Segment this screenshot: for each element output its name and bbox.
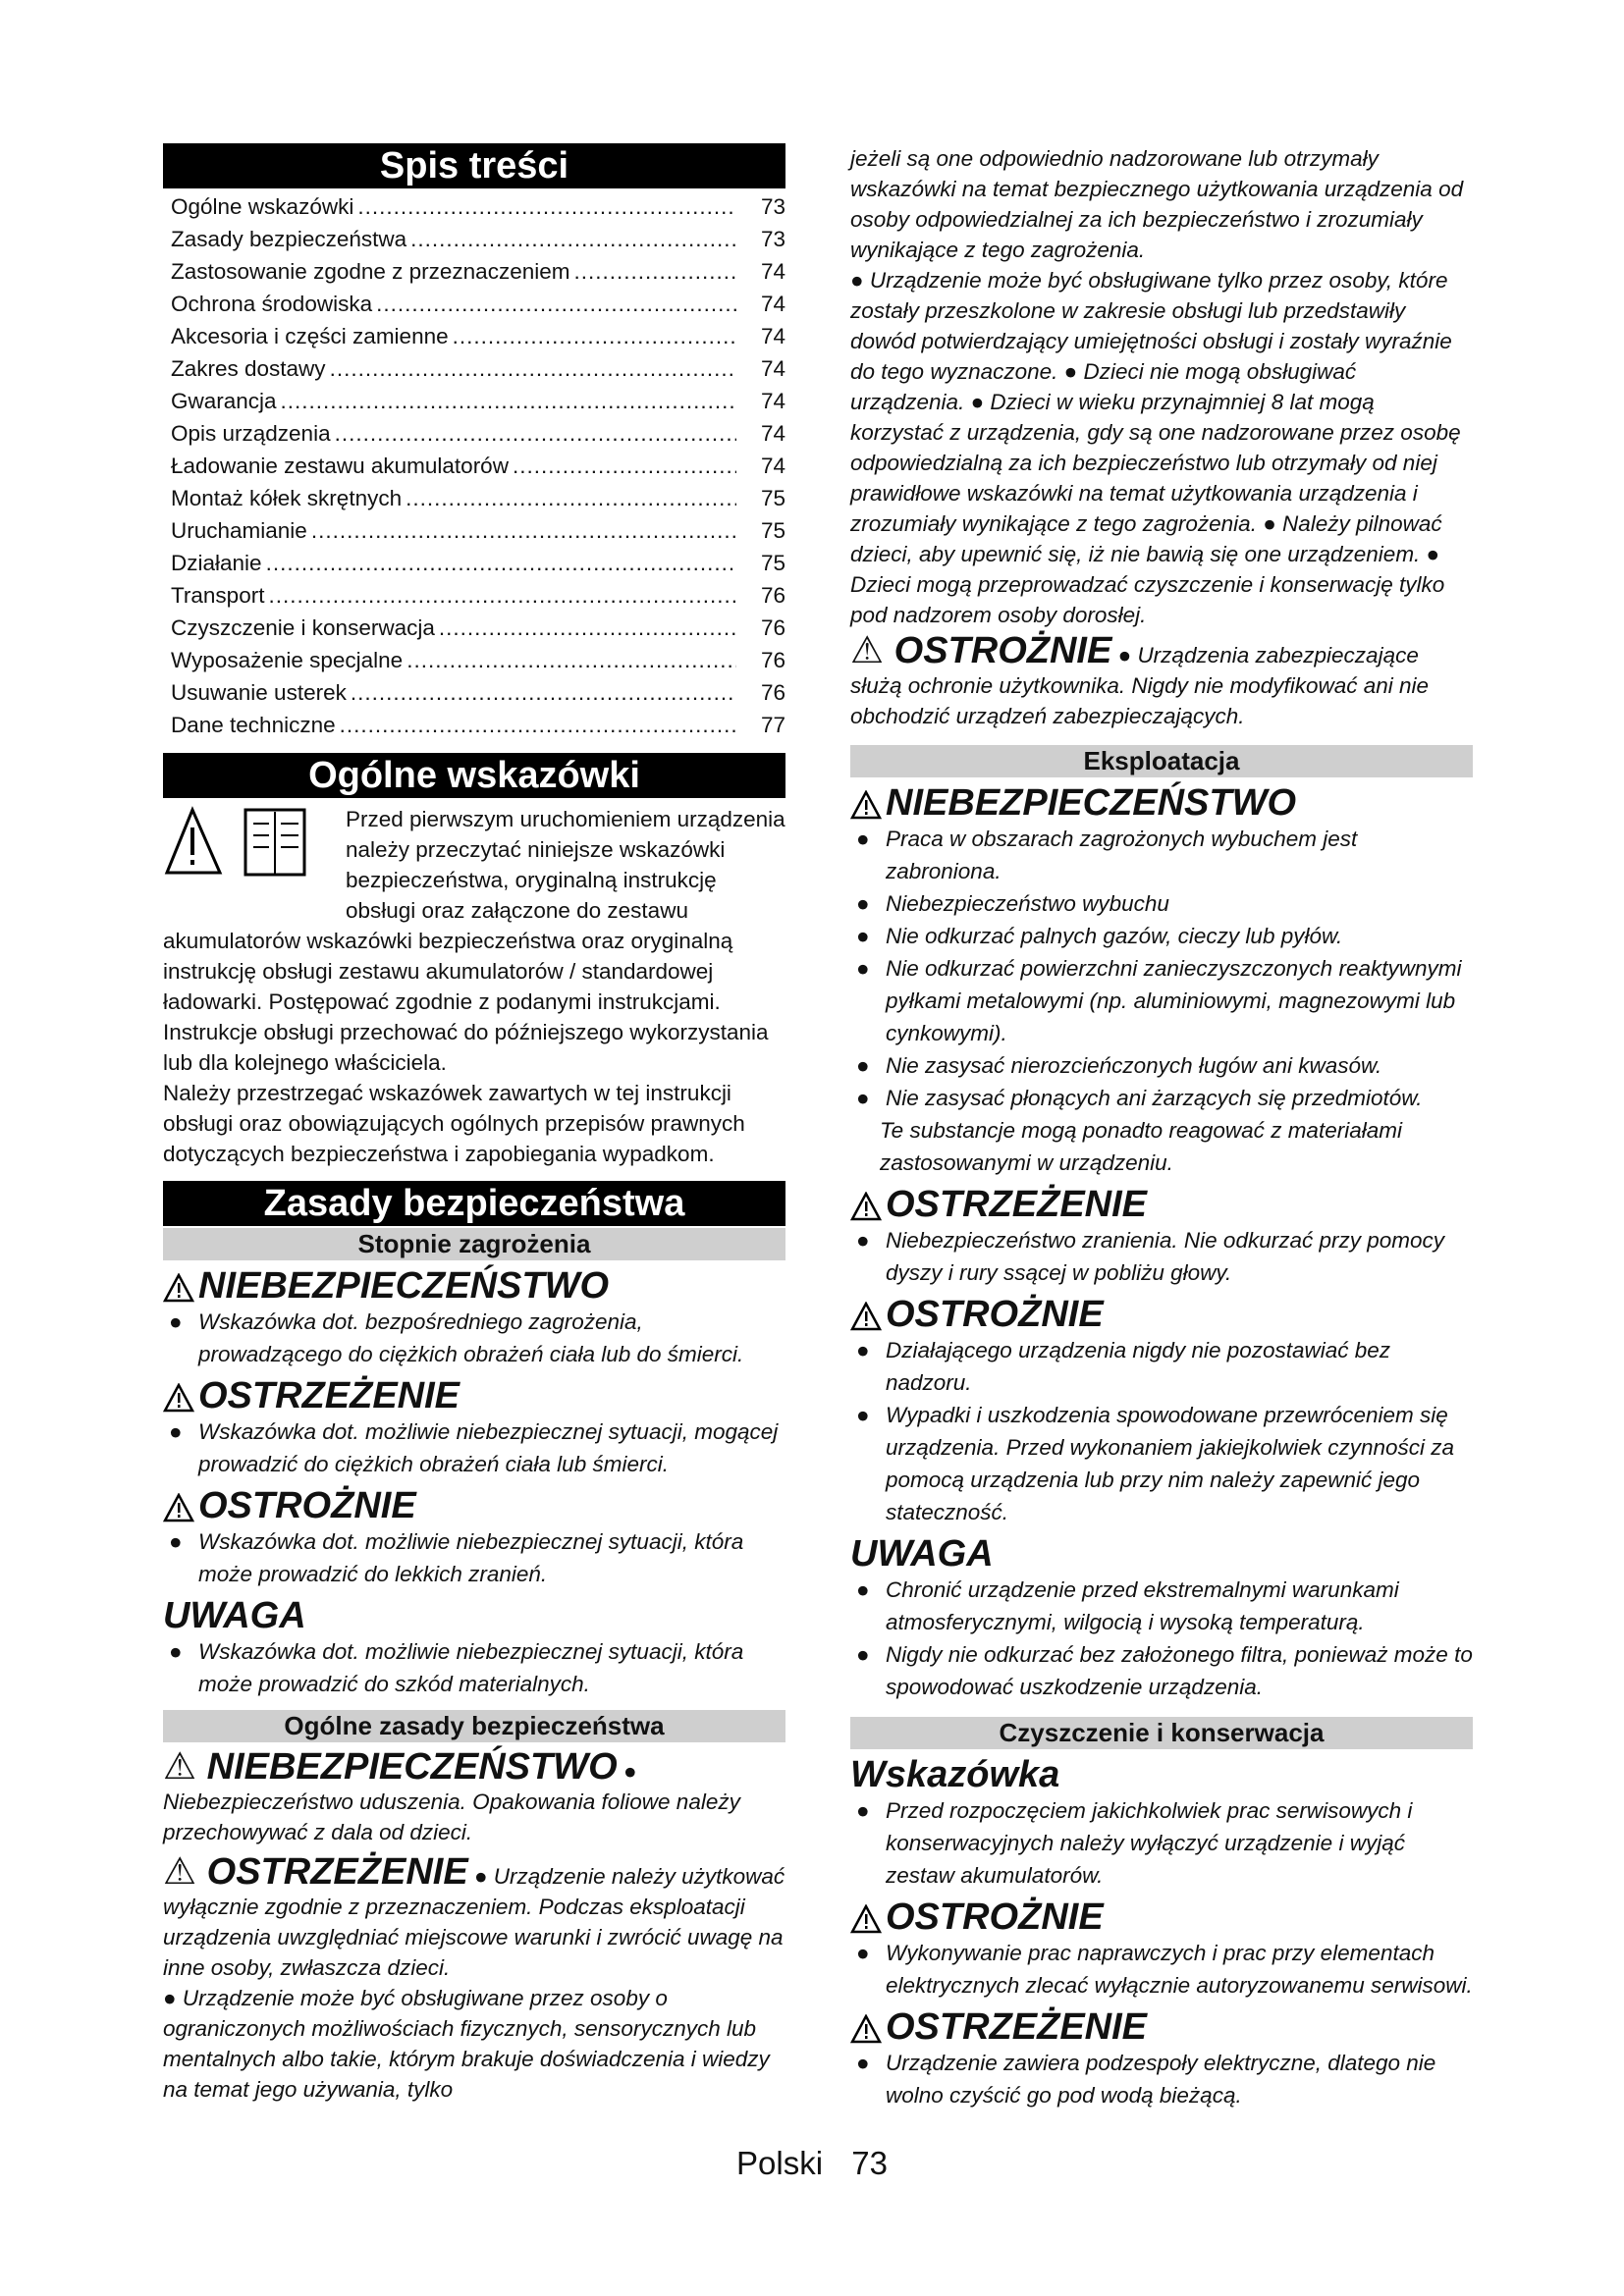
toc-entry-page: 75 (760, 518, 785, 543)
toc-entry-page: 76 (760, 648, 785, 672)
toc-entry-title: Wyposażenie specjalne (171, 648, 404, 672)
operation-warning-signal (850, 1185, 1473, 1224)
toc-leader-dots (410, 223, 736, 255)
bullet-text: Wskazówka dot. możliwie niebezpiecznej sytuacji, mogącej prowadzić do ciężkich obrażeń ciała lub śmierci. (198, 1419, 779, 1476)
toc-row (163, 223, 785, 255)
toc-leader-dots (573, 255, 736, 288)
maintenance-caution-signal (850, 1897, 1473, 1937)
hazard-level-description (163, 1525, 785, 1590)
toc-entry-page: 76 (760, 680, 785, 705)
warning-signal: ⚠ OSTRZEŻENIE (163, 1851, 468, 1893)
bullet-dot: ● (169, 1309, 183, 1334)
danger-signal: ⚠ NIEBEZPIECZEŃSTWO (163, 1746, 618, 1788)
signal-word: OSTRZEŻENIE (198, 1375, 460, 1416)
warning-triangle-icon (850, 788, 884, 818)
toc-entry-page: 74 (760, 324, 785, 348)
bullet-dot: ● (856, 1338, 870, 1362)
operation-heading: Eksploatacja (850, 745, 1473, 777)
warning-triangle-icon (850, 1190, 884, 1219)
hazard-level-description (163, 1306, 785, 1370)
signal-word: OSTROŻNIE (886, 1294, 1104, 1335)
bullet-text: Wskazówka dot. bezpośredniego zagrożenia, prowadzącego do ciężkich obrażeń ciała lub do śmierci. (198, 1309, 744, 1366)
toc-row (163, 482, 785, 514)
bullet-text: Wypadki i uszkodzenia spowodowane przewróceniem się urządzenia. Przed wykonaniem jakiejkolwiek czynności za pomocą urządzenia lub przy nim należy zapewnić jego stateczność. (886, 1403, 1455, 1524)
toc-entry-title: Ładowanie zestawu akumulatorów (171, 454, 509, 478)
warning-triangle-icon (163, 1491, 196, 1521)
toc-entry-title: Akcesoria i części zamienne (171, 324, 449, 348)
toc-entry-title: Zastosowanie zgodne z przeznaczeniem (171, 259, 570, 284)
bullet-text: Praca w obszarach zagrożonych wybuchem jest zabroniona. (886, 827, 1358, 883)
toc-row (163, 320, 785, 352)
toc-entry-page: 74 (760, 389, 785, 413)
toc-leader-dots (266, 547, 736, 579)
toc-row (163, 450, 785, 482)
toc-row (163, 417, 785, 450)
warning-triangle-icon (163, 1271, 196, 1301)
toc-row (163, 579, 785, 612)
toc-entry-page: 74 (760, 292, 785, 316)
signal-word: UWAGA (163, 1595, 306, 1636)
operation-danger-item (850, 1049, 1473, 1082)
maintenance-heading: Czyszczenie i konserwacja (850, 1717, 1473, 1749)
general-warning-paragraph-2: ● Urządzenie może być obsługiwane przez osoby o ograniczonych możliwościach fizycznych, sensorycznych lub mentalnych albo takie, którym brakuje doświadczenia i wiedzy na temat jego używania, tylko (163, 1986, 770, 2102)
bullet-dot: ● (856, 956, 870, 981)
warning-triangle-icon (850, 1902, 884, 1932)
warning-triangle-book-icon (163, 804, 346, 902)
signal-word: OSTROŻNIE (886, 1896, 1104, 1938)
general-intro-text: Przed pierwszym uruchomieniem urządzenia należy przeczytać niniejsze wskazówki bezpieczeństwa, oryginalną instrukcję obsługi oraz załączone do zestawu akumulatorów wskazówki bezpieczeństwa oraz oryginalną instrukcję obsługi zestawu akumulatorów / standardowej ładowarki. Postępować zgodnie z podanymi instrukcjami. Instrukcje obsługi przechować do późniejszego wykorzystania lub dla kolejnego właściciela. (163, 807, 785, 1075)
toc-entry-title: Gwarancja (171, 389, 277, 413)
general-warning-paragraph: ⚠ OSTRZEŻENIE ● Urządzenie należy użytkować wyłącznie zgodnie z przeznaczeniem. Podczas eksploatacji urządzenia uwzględniać miejscowe warunki i zwrócić uwagę na inne osoby, zwłaszcza dzieci. (163, 1851, 785, 1980)
toc-row (163, 709, 785, 741)
bullet-text: Chronić urządzenie przed ekstremalnymi warunkami atmosferycznymi, wilgocią i wysoką temperaturą. (886, 1577, 1399, 1634)
hazard-level-signal (163, 1376, 785, 1415)
toc-leader-dots (340, 709, 736, 741)
bullet-dot: ● (856, 2051, 870, 2075)
toc-leader-dots (281, 385, 736, 417)
bullet-text: Wskazówka dot. możliwie niebezpiecznej sytuacji, która może prowadzić do szkód materialnych. (198, 1639, 744, 1696)
bullet-text: Nie odkurzać palnych gazów, cieczy lub pyłów. (886, 924, 1343, 948)
toc-row (163, 644, 785, 676)
bullet-dot: ● (856, 1798, 870, 1823)
operation-danger-item (850, 920, 1473, 952)
toc-entry-title: Transport (171, 583, 265, 608)
operation-caution-item (850, 1399, 1473, 1528)
bullet-dot: ● (856, 1086, 870, 1110)
toc-leader-dots (311, 514, 736, 547)
signal-word: OSTRZEŻENIE (886, 2006, 1148, 2048)
bullet-text: Wskazówka dot. możliwie niebezpiecznej sytuacji, która może prowadzić do lekkich zranień. (198, 1529, 744, 1586)
operation-notice-signal (850, 1534, 1473, 1574)
toc-entry-title: Usuwanie usterek (171, 680, 347, 705)
right-column (850, 143, 1473, 2111)
hazard-level-description (163, 1415, 785, 1480)
toc-entry-title: Czyszczenie i konserwacja (171, 615, 435, 640)
toc-leader-dots (453, 320, 736, 352)
bullet-text: Przed rozpoczęciem jakichkolwiek prac serwisowych i konserwacyjnych należy wyłączyć urządzenie i wyjąć zestaw akumulatorów. (886, 1798, 1413, 1888)
bullet-dot: ● (856, 827, 870, 851)
toc-row (163, 255, 785, 288)
left-column (163, 143, 785, 2105)
toc-row (163, 190, 785, 223)
signal-word: OSTROŻNIE (198, 1485, 416, 1526)
toc-entry-title: Ochrona środowiska (171, 292, 373, 316)
bullet-text: Niebezpieczeństwo wybuchu (886, 891, 1169, 916)
bullet-text: Nie zasysać płonących ani żarzących się przedmiotów. (886, 1086, 1423, 1110)
bullet-dot: ● (856, 1577, 870, 1602)
toc-entry-title: Montaż kółek skrętnych (171, 486, 403, 510)
hazard-level-signal (163, 1596, 785, 1635)
footer-language: Polski (736, 2145, 824, 2181)
toc-row (163, 352, 785, 385)
safety-heading: Zasady bezpieczeństwa (163, 1181, 785, 1226)
bullet-dot: ● (856, 924, 870, 948)
maintenance-warning-item (850, 2047, 1473, 2111)
hazard-level-description (163, 1635, 785, 1700)
bullet-dot: ● (856, 1228, 870, 1253)
toc-entry-title: Zakres dostawy (171, 356, 326, 381)
operation-danger-item (850, 887, 1473, 920)
toc-row (163, 385, 785, 417)
toc-leader-dots (513, 450, 736, 482)
warning-triangle-icon (850, 2012, 884, 2042)
warning-and-manual-icons (163, 804, 346, 902)
hazard-level-signal (163, 1486, 785, 1525)
toc-entry-page: 74 (760, 421, 785, 446)
toc-leader-dots (376, 288, 736, 320)
maintenance-caution-item (850, 1937, 1473, 2002)
signal-word: NIEBEZPIECZEŃSTWO (886, 782, 1297, 824)
bullet-dot: ● (856, 1403, 870, 1427)
general-danger-paragraph: ⚠ NIEBEZPIECZEŃSTWO ● Niebezpieczeństwo uduszenia. Opakowania foliowe należy przechowywać z dala od dzieci. (163, 1746, 740, 1844)
hazard-levels (163, 1266, 785, 1700)
warning-triangle-icon (850, 1300, 884, 1329)
footer-page-number: 73 (851, 2145, 888, 2181)
operation-caution-item (850, 1334, 1473, 1399)
signal-word: Wskazówka (850, 1754, 1060, 1795)
toc-leader-dots (439, 612, 736, 644)
bullet-text: Wykonywanie prac naprawczych i prac przy elementach elektrycznych zlecać wyłącznie autoryzowanemu serwisowi. (886, 1941, 1473, 1998)
operation-danger-item (850, 1082, 1473, 1114)
toc-leader-dots (406, 482, 736, 514)
operation-caution-signal (850, 1295, 1473, 1334)
toc-row (163, 547, 785, 579)
bullet-text: Urządzenie zawiera podzespoły elektryczne, dlatego nie wolno czyścić go pod wodą bieżącą. (886, 2051, 1436, 2108)
caution-paragraph: ⚠ OSTROŻNIE ● Urządzenia zabezpieczające służą ochronie użytkownika. Nigdy nie modyfikować ani nie obchodzić urządzeń zabezpieczających. (850, 630, 1430, 728)
warning-triangle-icon (163, 1381, 196, 1411)
bullet-dot: ● (169, 1529, 183, 1554)
operation-danger-item (850, 823, 1473, 887)
bullet-text: Niebezpieczeństwo zranienia. Nie odkurzać przy pomocy dyszy i rury ssącej w pobliżu głowy. (886, 1228, 1445, 1285)
toc-leader-dots (268, 579, 736, 612)
toc-entry-page: 74 (760, 454, 785, 478)
operation-blocks (850, 783, 1473, 1703)
toc-entry-page: 74 (760, 356, 785, 381)
general-para2: Należy przestrzegać wskazówek zawartych w tej instrukcji obsługi oraz obowiązujących ogólnych przepisów prawnych dotyczących bezpieczeństwa i zapobiegania wypadkom. (163, 1081, 745, 1166)
operation-danger-note: Te substancje mogą ponadto reagować z materiałami zastosowanymi w urządzeniu. (880, 1118, 1402, 1175)
toc-list (163, 190, 785, 741)
toc-leader-dots (335, 417, 736, 450)
toc-entry-title: Zasady bezpieczeństwa (171, 227, 407, 251)
hazard-level-signal (163, 1266, 785, 1306)
toc-leader-dots (357, 190, 736, 223)
toc-entry-page: 74 (760, 259, 785, 284)
bullet-dot: ● (169, 1419, 183, 1444)
operation-danger-signal (850, 783, 1473, 823)
toc-row (163, 612, 785, 644)
toc-entry-page: 76 (760, 583, 785, 608)
toc-row (163, 676, 785, 709)
signal-word: OSTRZEŻENIE (886, 1184, 1148, 1225)
continued-text-2: ● Urządzenie może być obsługiwane tylko przez osoby, które zostały przeszkolone w zakresie obsługi lub przedstawiły dowód potwierdzający umiejętności obsługi i zostały wyraźnie do tego wyznaczone. ● Dzieci nie mogą obsługiwać urządzenia. ● Dzieci w wieku przynajmniej 8 lat mogą korzystać z urządzenia, gdy są one nadzorowane przez osobę odpowiedzialną za ich bezpieczeństwo lub otrzymały od niej prawidłowe wskazówki na temat użytkowania urządzenia i zrozumiały wynikające z tego zagrożenia. ● Należy pilnować dzieci, aby upewnić się, iż nie bawią się one urządzeniem. ● Dzieci mogą przeprowadzać czyszczenie i konserwację tylko pod nadzorem osoby dorosłej. (850, 268, 1461, 627)
bullet-dot: ● (856, 1053, 870, 1078)
toc-entry-page: 76 (760, 615, 785, 640)
toc-entry-page: 75 (760, 486, 785, 510)
toc-leader-dots (330, 352, 736, 385)
hazard-levels-heading: Stopnie zagrożenia (163, 1228, 785, 1260)
maintenance-warning-signal (850, 2007, 1473, 2047)
caution-signal: ⚠ OSTROŻNIE (850, 630, 1112, 671)
toc-entry-title: Opis urządzenia (171, 421, 331, 446)
continued-text: jeżeli są one odpowiednio nadzorowane lub otrzymały wskazówki na temat bezpiecznego użytkowania urządzenia od osoby odpowiedzialnej za ich bezpieczeństwo i zrozumiały wynikające z tego zagrożenia. (850, 146, 1464, 262)
signal-word: NIEBEZPIECZEŃSTWO (198, 1265, 610, 1307)
maintenance-note-item (850, 1794, 1473, 1892)
operation-danger-item (850, 952, 1473, 1049)
bullet-text: Nie odkurzać powierzchni zanieczyszczonych reaktywnymi pyłkami metalowymi (np. aluminiowymi, magnezowymi lub cynkowymi). (886, 956, 1462, 1045)
toc-row (163, 288, 785, 320)
bullet-dot: ● (856, 1642, 870, 1667)
operation-notice-item (850, 1638, 1473, 1703)
general-heading: Ogólne wskazówki (163, 753, 785, 798)
maintenance-blocks (850, 1755, 1473, 2111)
bullet-dot: ● (169, 1639, 183, 1664)
bullet-dot: ● (856, 1941, 870, 1965)
signal-word: UWAGA (850, 1533, 994, 1575)
toc-entry-title: Uruchamianie (171, 518, 307, 543)
toc-entry-page: 75 (760, 551, 785, 575)
bullet-text: Działającego urządzenia nigdy nie pozostawiać bez nadzoru. (886, 1338, 1391, 1395)
general-safety-heading: Ogólne zasady bezpieczeństwa (163, 1710, 785, 1742)
toc-entry-page: 73 (760, 194, 785, 219)
toc-leader-dots (406, 644, 736, 676)
toc-entry-title: Dane techniczne (171, 713, 336, 737)
toc-heading: Spis treści (163, 143, 785, 188)
bullet-text: Nie zasysać nierozcieńczonych ługów ani kwasów. (886, 1053, 1382, 1078)
maintenance-note-signal (850, 1755, 1473, 1794)
page-footer (0, 2144, 1624, 2183)
operation-warning-item (850, 1224, 1473, 1289)
toc-entry-page: 77 (760, 713, 785, 737)
operation-notice-item (850, 1574, 1473, 1638)
toc-entry-page: 73 (760, 227, 785, 251)
bullet-dot: ● (856, 891, 870, 916)
toc-leader-dots (351, 676, 736, 709)
toc-entry-title: Działanie (171, 551, 262, 575)
toc-row (163, 514, 785, 547)
toc-entry-title: Ogólne wskazówki (171, 194, 354, 219)
bullet-text: Nigdy nie odkurzać bez założonego filtra, ponieważ może to spowodować uszkodzenie urządzenia. (886, 1642, 1473, 1699)
